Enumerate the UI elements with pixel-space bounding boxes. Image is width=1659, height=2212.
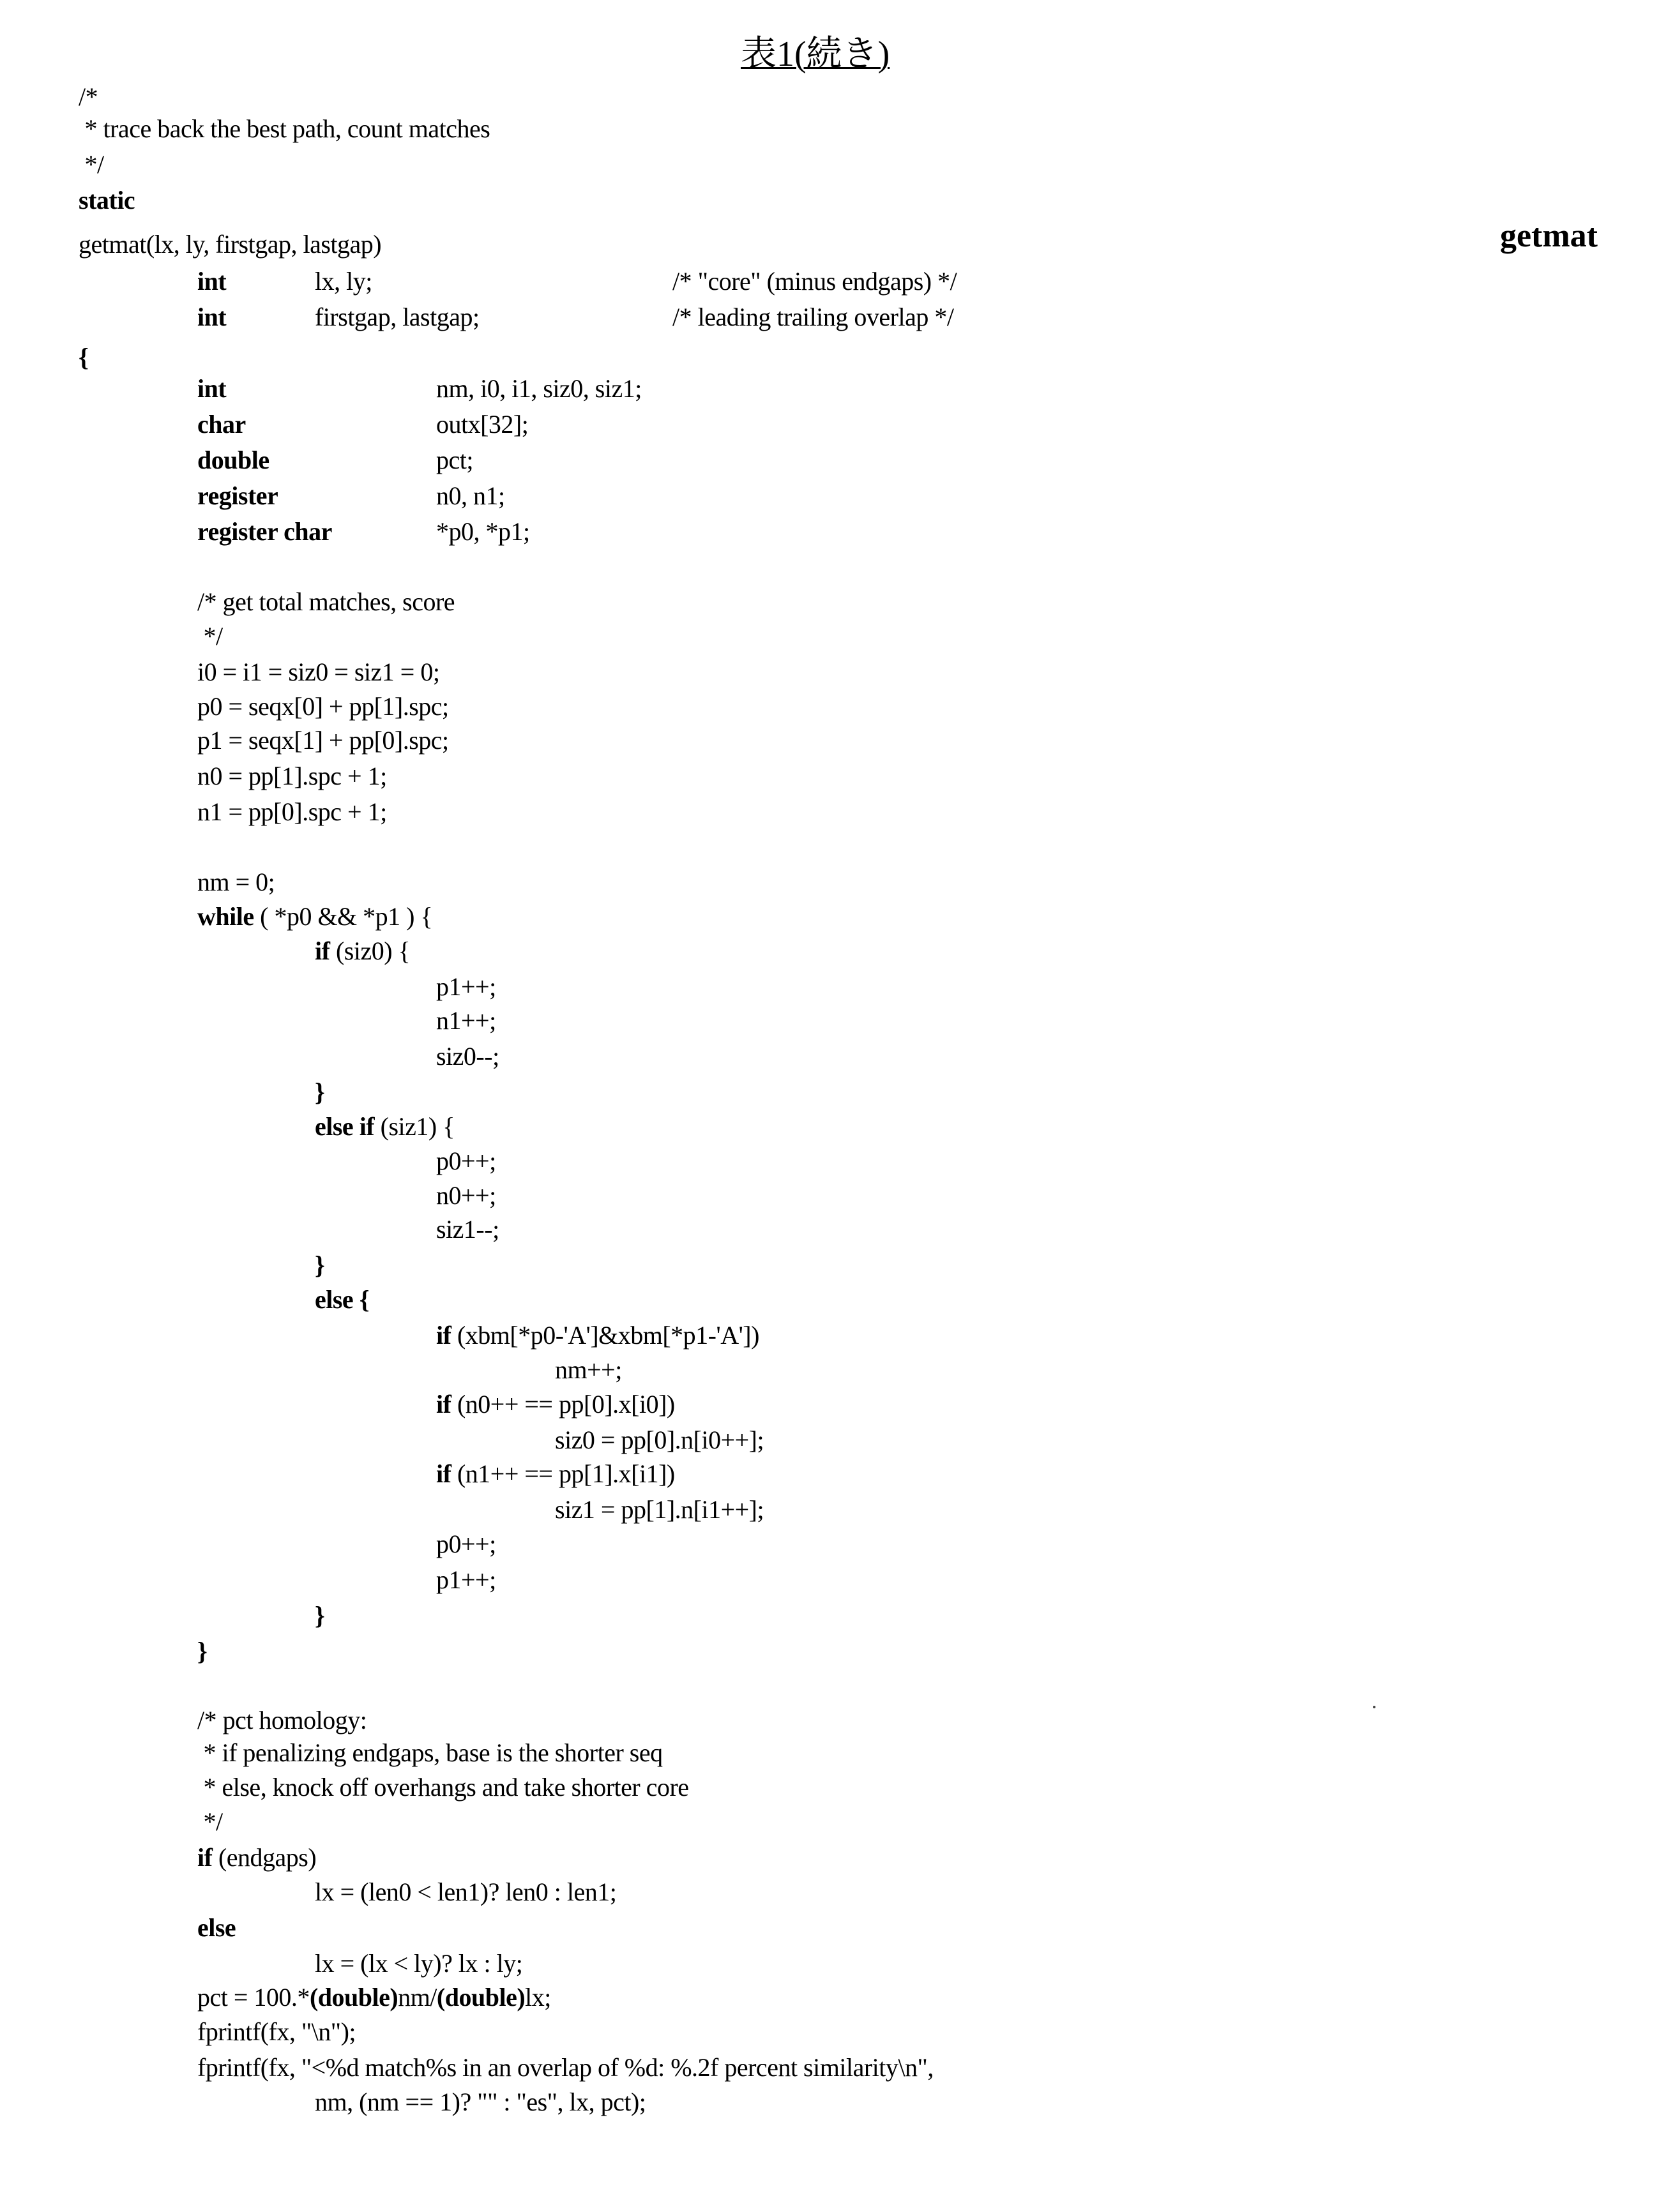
code-keyword: if — [436, 1459, 451, 1488]
code-text: p1 = seqx[1] + pp[0].spc; — [197, 725, 449, 756]
code-keyword: register — [197, 481, 278, 511]
code-text: siz1 = pp[1].n[i1++]; — [555, 1494, 764, 1525]
code-text: n0++; — [436, 1180, 496, 1211]
code-text: lx; — [525, 1983, 551, 2012]
code-text: p0++; — [436, 1146, 496, 1177]
code-text: firstgap, lastgap; — [315, 302, 480, 333]
code-keyword: while — [197, 902, 254, 931]
code-text: siz0--; — [436, 1041, 499, 1072]
code-text: */ — [197, 1807, 223, 1837]
code-keyword: int — [197, 373, 226, 404]
code-text: (xbm[*p0-'A']&xbm[*p1-'A']) — [451, 1321, 759, 1350]
code-keyword: (double) — [310, 1983, 398, 2012]
code-comment: /* leading trailing overlap */ — [672, 302, 953, 333]
code-keyword: else — [197, 1913, 236, 1943]
code-keyword: if — [197, 1843, 212, 1872]
code-keyword: else if — [315, 1112, 374, 1141]
code-keyword: } — [315, 1600, 324, 1631]
code-keyword: } — [197, 1636, 207, 1667]
code-text: * trace back the best path, count matches — [79, 114, 490, 144]
function-name-label: getmat — [1500, 217, 1598, 255]
code-text: (siz0) { — [330, 937, 410, 965]
code-keyword: int — [197, 302, 226, 333]
code-text: nm = 0; — [197, 867, 275, 898]
code-text: p1++; — [436, 972, 496, 1002]
code-text: nm/ — [398, 1983, 437, 2012]
code-keyword: int — [197, 266, 226, 297]
code-keyword: if — [315, 937, 330, 965]
code-text: * if penalizing endgaps, base is the shorter seq — [197, 1738, 663, 1768]
code-keyword: { — [79, 342, 88, 373]
code-keyword: if — [436, 1390, 451, 1418]
code-text: n1 = pp[0].spc + 1; — [197, 797, 387, 827]
code-keyword: (double) — [437, 1983, 525, 2012]
code-text: p0++; — [436, 1529, 496, 1560]
code-text: pct; — [436, 445, 473, 476]
code-text: lx = (len0 < len1)? len0 : len1; — [315, 1877, 616, 1907]
code-text: n1++; — [436, 1005, 496, 1036]
code-text: lx = (lx < ly)? lx : ly; — [315, 1948, 522, 1979]
code-text: siz0 = pp[0].n[i0++]; — [555, 1425, 764, 1456]
code-text: */ — [79, 149, 104, 180]
code-keyword: if — [436, 1321, 451, 1350]
code-text: nm++; — [555, 1355, 622, 1385]
code-text: (n1++ == pp[1].x[i1]) — [451, 1459, 674, 1488]
code-text: (n0++ == pp[0].x[i0]) — [451, 1390, 674, 1418]
code-text: fprintf(fx, "<%d match%s in an overlap of %d: %.2f percent similarity\n", — [197, 2052, 934, 2083]
code-text: *p0, *p1; — [436, 516, 530, 547]
code-keyword: else { — [315, 1284, 369, 1315]
code-text: /* — [79, 82, 98, 112]
code-text: pct = 100.* — [197, 1983, 310, 2012]
code-text: fprintf(fx, "\n"); — [197, 2017, 356, 2047]
code-comment: /* "core" (minus endgaps) */ — [672, 266, 957, 297]
code-text: i0 = i1 = siz0 = siz1 = 0; — [197, 657, 439, 688]
code-text: p0 = seqx[0] + pp[1].spc; — [197, 691, 449, 722]
code-text: outx[32]; — [436, 409, 528, 440]
table-title: 表1(続き) — [741, 33, 890, 75]
code-keyword: register char — [197, 516, 332, 547]
code-text: lx, ly; — [315, 266, 372, 297]
code-keyword: char — [197, 409, 246, 440]
code-text: siz1--; — [436, 1214, 499, 1245]
code-text: /* get total matches, score — [197, 587, 455, 617]
code-text: getmat(lx, ly, firstgap, lastgap) — [79, 229, 381, 260]
code-text: (siz1) { — [374, 1112, 455, 1141]
code-keyword: } — [315, 1250, 324, 1281]
code-text: (endgaps) — [212, 1843, 316, 1872]
code-text: /* pct homology: — [197, 1705, 367, 1736]
code-keyword: double — [197, 445, 269, 476]
code-keyword: } — [315, 1077, 324, 1108]
code-text: p1++; — [436, 1565, 496, 1595]
code-text: n0 = pp[1].spc + 1; — [197, 761, 387, 792]
code-keyword: static — [79, 185, 135, 216]
code-text: * else, knock off overhangs and take shorter core — [197, 1772, 689, 1803]
code-text: n0, n1; — [436, 481, 505, 511]
scan-speck — [1373, 1706, 1375, 1708]
code-text: ( *p0 && *p1 ) { — [254, 902, 433, 931]
code-text: nm, i0, i1, siz0, siz1; — [436, 373, 642, 404]
code-text: nm, (nm == 1)? "" : "es", lx, pct); — [315, 2087, 646, 2118]
code-text: */ — [197, 621, 223, 652]
